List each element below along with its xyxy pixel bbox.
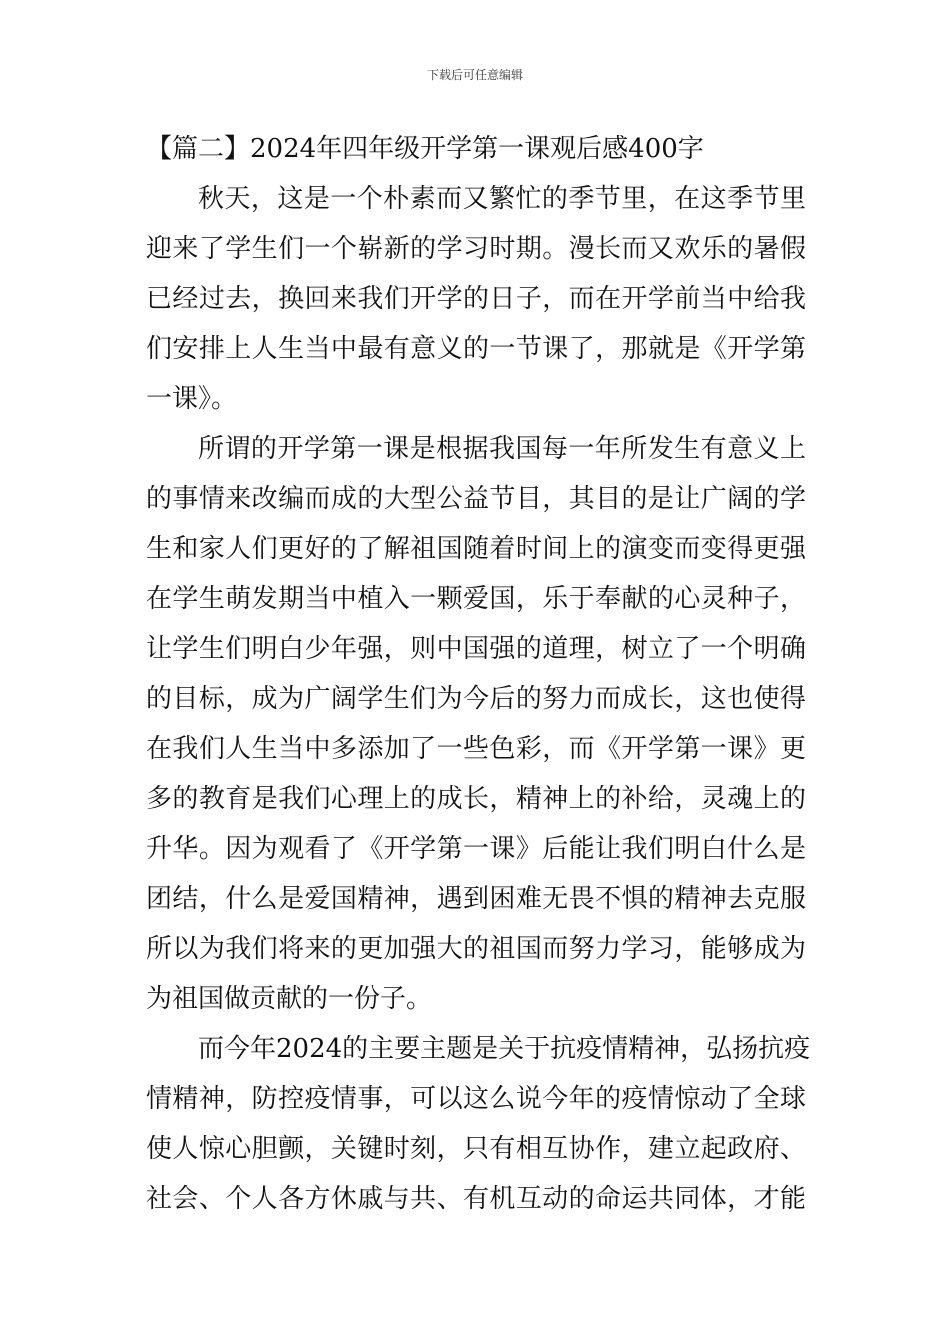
paragraph-line: 所以为我们将来的更加强大的祖国而努力学习，能够成为 — [146, 934, 806, 964]
paragraph-line: 而今年2024的主要主题是关于抗疫情精神，弘扬抗疫 — [198, 1034, 811, 1064]
document-title: 【篇二】2024年四年级开学第一课观后感400字 — [146, 134, 704, 164]
paragraph-line: 秋天，这是一个朴素而又繁忙的季节里，在这季节里 — [198, 184, 806, 214]
paragraph-line: 生和家人们更好的了解祖国随着时间上的演变而变得更强 — [146, 534, 806, 564]
paragraph-line: 升华。因为观看了《开学第一课》后能让我们明白什么是 — [146, 834, 806, 864]
paragraph-line: 的事情来改编而成的大型公益节目，其目的是让广阔的学 — [146, 484, 806, 514]
paragraph-line: 在我们人生当中多添加了一些色彩，而《开学第一课》更 — [146, 734, 806, 764]
paragraph-line: 一课》。 — [146, 384, 238, 414]
paragraph-line: 让学生们明白少年强，则中国强的道理，树立了一个明确 — [146, 634, 806, 664]
paragraph-line: 的目标，成为广阔学生们为今后的努力而成长，这也使得 — [146, 684, 806, 714]
header-note: 下载后可任意编辑 — [426, 68, 523, 82]
paragraph-line: 迎来了学生们一个崭新的学习时期。漫长而又欢乐的暑假 — [146, 234, 806, 264]
paragraph-line: 为祖国做贡献的一份子。 — [146, 984, 433, 1014]
paragraph-line: 已经过去，换回来我们开学的日子，而在开学前当中给我 — [146, 284, 806, 314]
paragraph-line: 们安排上人生当中最有意义的一节课了，那就是《开学第 — [146, 334, 806, 364]
paragraph-line: 使人惊心胆颤，关键时刻，只有相互协作，建立起政府、 — [146, 1134, 806, 1164]
paragraph-line: 社会、个人各方休戚与共、有机互动的命运共同体，才能 — [146, 1184, 806, 1214]
paragraph-line: 多的教育是我们心理上的成长，精神上的补给，灵魂上的 — [146, 784, 806, 814]
paragraph-line: 团结，什么是爱国精神，遇到困难无畏不惧的精神去克服 — [146, 884, 806, 914]
paragraph-line: 所谓的开学第一课是根据我国每一年所发生有意义上 — [198, 434, 806, 464]
paragraph-line: 情精神，防控疫情事，可以这么说今年的疫情惊动了全球 — [146, 1084, 806, 1114]
paragraph-line: 在学生萌发期当中植入一颗爱国，乐于奉献的心灵种子， — [146, 584, 806, 614]
